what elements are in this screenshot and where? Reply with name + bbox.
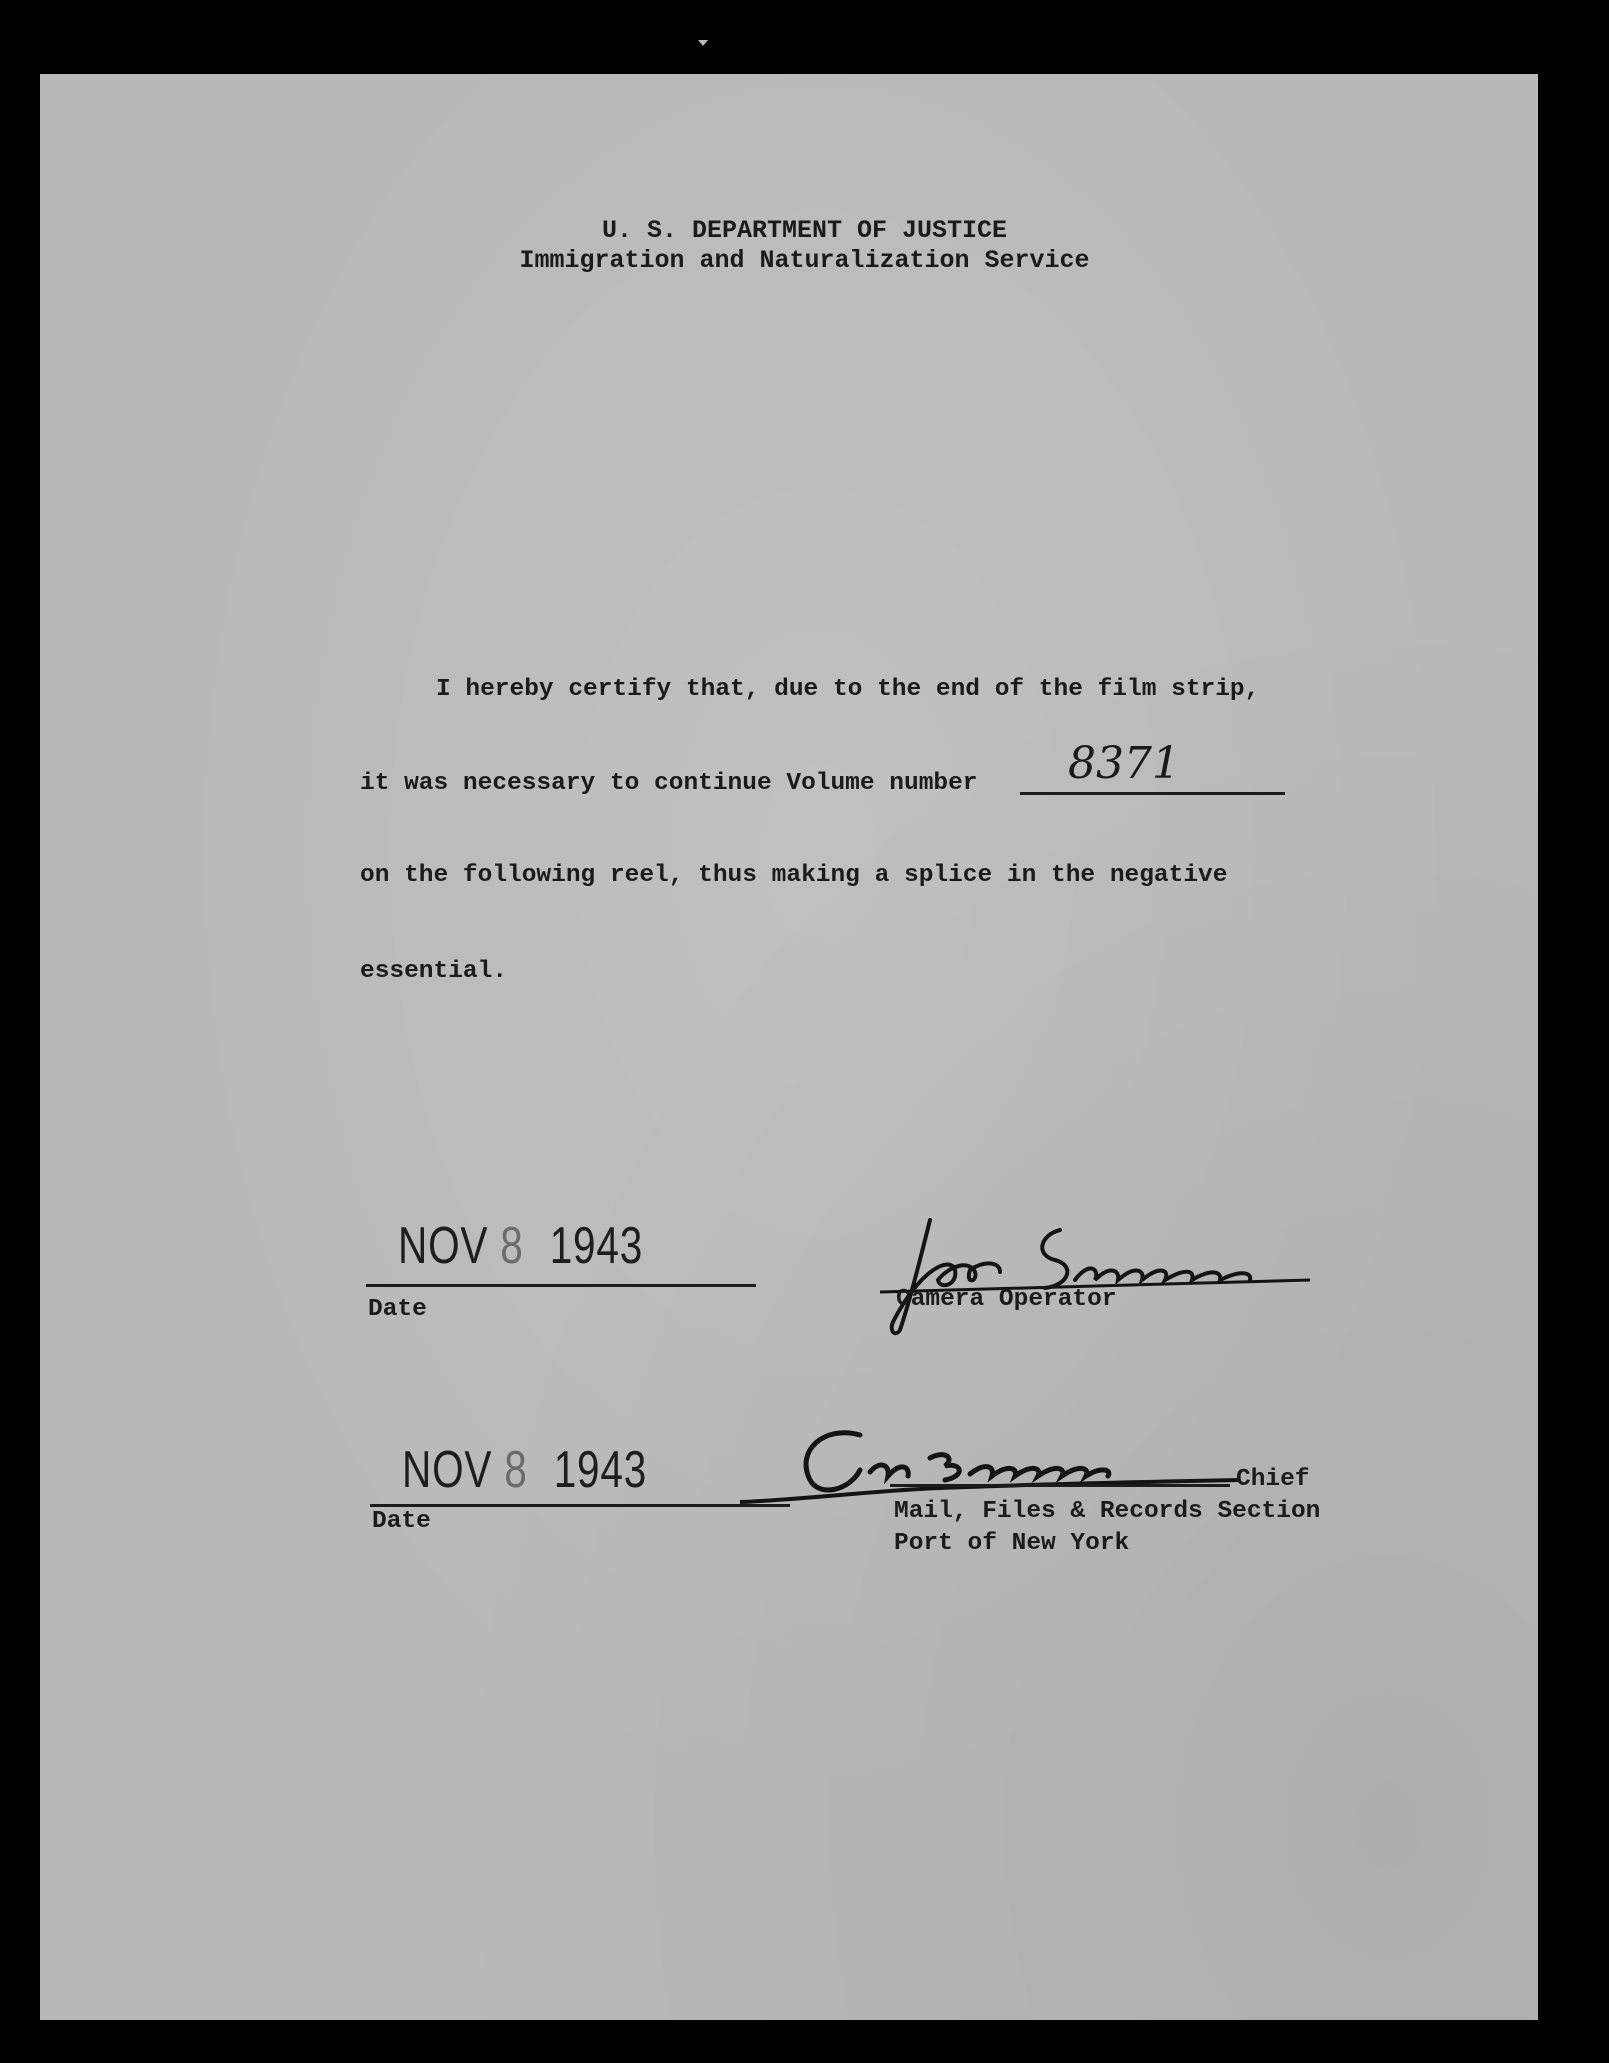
chief-location: Port of New York: [894, 1530, 1130, 1557]
certificate-line-3: on the following reel, thus making a splice in the negative: [360, 862, 1228, 889]
volume-number-line: [1020, 792, 1285, 795]
chief-date-month: NOV: [402, 1441, 493, 1499]
chief-signature-line: [890, 1484, 1230, 1487]
operator-signature: [860, 1210, 1330, 1340]
chief-date-stamp: [402, 1440, 647, 1500]
chief-date-year: 1943: [553, 1441, 648, 1499]
operator-title: Camera Operator: [896, 1286, 1117, 1313]
chief-date-day: 8: [504, 1441, 528, 1499]
operator-date-year: 1943: [549, 1217, 644, 1275]
scan-mark: [698, 40, 708, 46]
chief-date-line: [370, 1504, 790, 1507]
document-page: [40, 74, 1538, 2020]
chief-title: Chief: [1236, 1466, 1310, 1493]
department-heading: U. S. DEPARTMENT OF JUSTICE: [601, 216, 1008, 245]
operator-date-month: NOV: [398, 1217, 489, 1275]
chief-date-label: Date: [372, 1508, 431, 1535]
operator-date-line: [366, 1284, 756, 1287]
operator-date-stamp: [398, 1216, 643, 1276]
operator-date-label: Date: [368, 1296, 427, 1323]
certificate-line-2: it was necessary to continue Volume number: [360, 770, 978, 797]
chief-section: Mail, Files & Records Section: [894, 1498, 1321, 1525]
certificate-line-1: I hereby certify that, due to the end of the film strip,: [436, 676, 1260, 703]
volume-number: 8371: [1068, 738, 1180, 789]
service-heading: Immigration and Naturalization Service: [519, 246, 1090, 275]
operator-date-day: 8: [500, 1217, 524, 1275]
certificate-line-4: essential.: [360, 958, 508, 985]
